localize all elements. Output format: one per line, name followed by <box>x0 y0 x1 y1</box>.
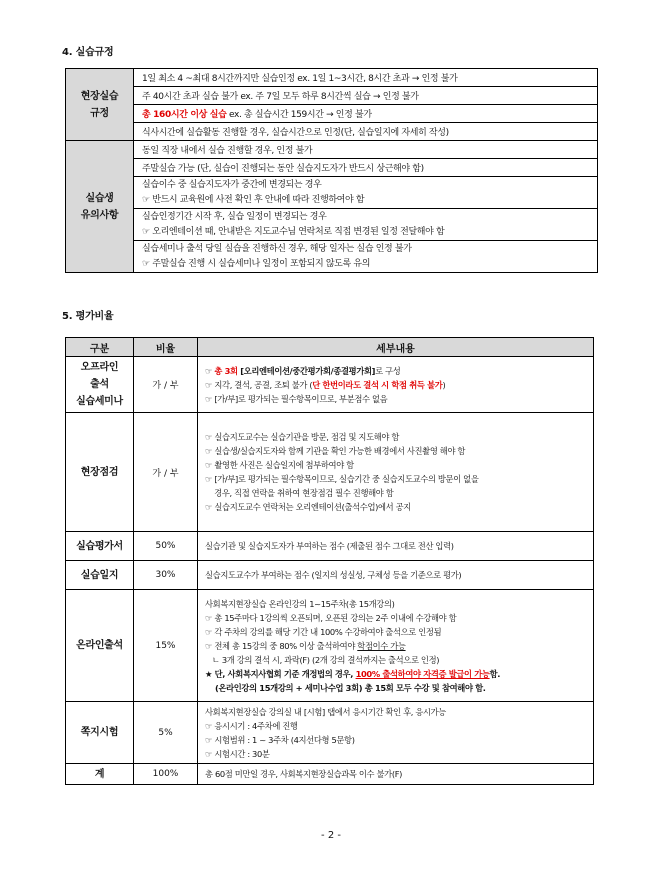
ratio-cell: 50% <box>134 532 198 561</box>
detail-cell: ☞ 실습지도교수는 실습기관을 방문, 점검 및 지도해야 함 ☞ 실습생/실습지도자와 함께 기관을 확인 가능한 배경에서 사진촬영 해야 함 ☞ 촬영한 사진은 실습일지에 첨부하여야 함 ☞ [가/부]로 평가되는 필수항목이므로, 실습기간 중 실습지도교수의 방문이 없을 경우, 직접 연락을 취하여 현장점검 필수 진행해야 함 ☞ 실습지도교수 연락처는 오리엔테이션(출석수업)에서 공지 <box>198 413 594 532</box>
practice-rules-table <box>65 68 598 273</box>
column-header-details: 세부내용 <box>198 338 594 357</box>
ratio-cell: 가 / 부 <box>134 413 198 532</box>
ratio-cell: 30% <box>134 561 198 590</box>
table-row <box>66 764 594 785</box>
detail-cell: 사회복지현장실습 온라인강의 1~15주차(총 15개강의) ☞ 총 15주마다 1강의씩 오픈되며, 오픈된 강의는 2주 이내에 수강해야 함 ☞ 각 주차의 강의를 해당 기간 내 100% 수강하여야 출석으로 인정됨 ☞ 전체 총 15강의 중 80% 이상 출석하여야 학점이수 가능 ㄴ 3개 강의 결석 시, 과락(F) (2개 강의 결석까지는 출석으로 인정) ★ 단, 사회복지사협회 기준 개정법의 경우, 100% 출석하여야 자격증 발급이 가능함. (온라인강의 15개강의 + 세미나수업 3회) 총 15회 모두 수강 및 참여해야 함. <box>198 590 594 702</box>
table-row <box>66 357 594 413</box>
page-number: - 2 - <box>321 830 341 841</box>
field-rules-label: 현장실습 규정 <box>66 69 134 141</box>
ratio-cell: 15% <box>134 590 198 702</box>
category-cell: 계 <box>66 764 134 785</box>
detail-cell: 총 60점 미만일 경우, 사회복지현장실습과목 이수 불가(F) <box>198 764 594 785</box>
category-cell: 현장점검 <box>66 413 134 532</box>
section4-heading: 4. 실습규정 <box>62 47 114 58</box>
section5-heading: 5. 평가비율 <box>62 311 114 322</box>
student-notes-label: 실습생 유의사항 <box>66 141 134 273</box>
category-cell: 오프라인 출석 실습세미나 <box>66 357 134 413</box>
table-row <box>66 532 594 561</box>
table-row <box>66 590 594 702</box>
ratio-cell: 100% <box>134 764 198 785</box>
note-row: 동일 직장 내에서 실습 진행할 경우, 인정 불가 <box>134 141 598 159</box>
table-row <box>66 413 594 532</box>
category-cell: 실습평가서 <box>66 532 134 561</box>
note-row: 주말실습 가능 (단, 실습이 진행되는 동안 실습지도자가 반드시 상근해야 함) <box>134 159 598 177</box>
note-row: 실습인정기간 시작 후, 실습 일정이 변경되는 경우 ☞ 오리엔테이션 때, 안내받은 지도교수님 연락처로 직접 변경된 일정 전달해야 함 <box>134 209 598 241</box>
rule-row: 1일 최소 4 ~최대 8시간까지만 실습인정 ex. 1일 1~3시간, 8시간 초과 → 인정 불가 <box>134 69 598 87</box>
rule-row: 총 160시간 이상 실습 ex. 총 실습시간 159시간 → 인정 불가 <box>134 105 598 123</box>
rule-row: 식사시간에 실습활동 진행할 경우, 실습시간으로 인정(단, 실습일지에 자세히 작성) <box>134 123 598 141</box>
evaluation-ratio-table <box>65 337 594 785</box>
column-header-ratio: 비율 <box>134 338 198 357</box>
column-header-category: 구분 <box>66 338 134 357</box>
table-row <box>66 561 594 590</box>
rule-row: 주 40시간 초과 실습 불가 ex. 주 7일 모두 하루 8시간씩 실습 → 인정 불가 <box>134 87 598 105</box>
ratio-cell: 가 / 부 <box>134 357 198 413</box>
note-row: 실습세미나 출석 당일 실습을 진행하신 경우, 해당 일자는 실습 인정 불가 ☞ 주말실습 진행 시 실습세미나 일정이 포함되지 않도록 유의 <box>134 241 598 273</box>
category-cell: 실습일지 <box>66 561 134 590</box>
category-cell: 온라인출석 <box>66 590 134 702</box>
table-row <box>66 702 594 764</box>
ratio-cell: 5% <box>134 702 198 764</box>
category-cell: 쪽지시험 <box>66 702 134 764</box>
detail-cell: ☞ 총 3회 [오리엔테이션/중간평가회/종결평가회]로 구성 ☞ 지각, 결석, 공결, 조퇴 불가 (단 한번이라도 결석 시 학점 취득 불가) ☞ [가/부]로 평가되는 필수항목이므로, 부분점수 없음 <box>198 357 594 413</box>
detail-cell: 사회복지현장실습 강의실 내 [시험] 탭에서 응시기간 확인 후, 응시가능 ☞ 응시시기 : 4주차에 진행 ☞ 시험범위 : 1 ~ 3주차 (4지선다형 5문항) ☞ 시험시간 : 30분 <box>198 702 594 764</box>
detail-cell: 실습기관 및 실습지도자가 부여하는 점수 (제출된 점수 그대로 전산 입력) <box>198 532 594 561</box>
detail-cell: 실습지도교수가 부여하는 점수 (일지의 성실성, 구체성 등을 기준으로 평가) <box>198 561 594 590</box>
note-row: 실습이수 중 실습지도자가 중간에 변경되는 경우 ☞ 반드시 교육원에 사전 확인 후 안내에 따라 진행하여야 함 <box>134 177 598 209</box>
